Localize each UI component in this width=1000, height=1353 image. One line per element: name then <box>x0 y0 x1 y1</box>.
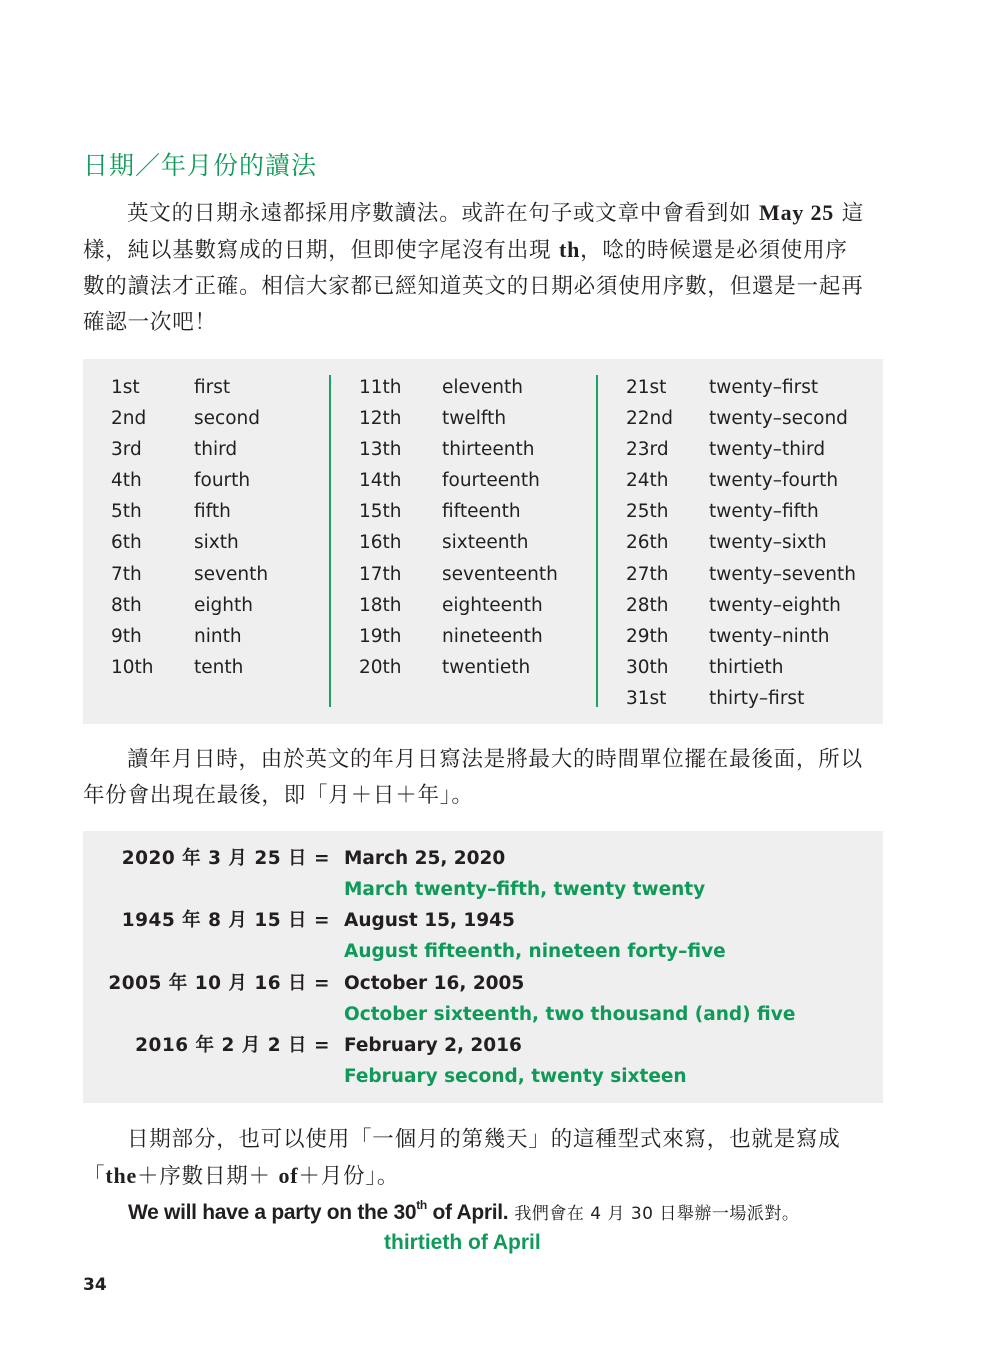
date-example-row <box>83 905 883 936</box>
intro-text: 英文的日期永遠都採用序數讀法。或許在句子或文章中會看到如 <box>127 201 760 226</box>
ordinals-column-1 <box>111 372 269 683</box>
ordinal-word: seventh <box>194 563 269 585</box>
ordinal-word: fifth <box>194 501 231 523</box>
ordinal-number: 26th <box>626 532 669 554</box>
ordinal-word: seventeenth <box>442 563 558 585</box>
chinese-date: 2005 年 10 月 16 日 = <box>108 972 330 994</box>
ordinal-row <box>626 683 805 714</box>
ordinal-row <box>111 527 239 558</box>
ordinal-number: 2nd <box>111 408 147 430</box>
ordinal-row <box>111 496 231 527</box>
ordinal-word: eleventh <box>442 377 523 398</box>
bracket: 「 <box>83 1164 106 1189</box>
ordinal-word: eighth <box>194 594 253 616</box>
intro-line-1 <box>83 195 883 232</box>
date-reading-row <box>83 874 883 905</box>
ordinal-number: 16th <box>359 532 402 554</box>
ordinal-number: 29th <box>626 625 669 647</box>
formula-text: ＋月份」。 <box>298 1164 400 1189</box>
date-reading: March twenty–fifth, twenty twenty <box>344 879 706 900</box>
ordinal-row <box>626 496 819 527</box>
ordinal-number: 25th <box>626 501 669 523</box>
ordinal-row <box>626 527 827 558</box>
ordinal-row <box>111 465 251 496</box>
ordinal-number: 14th <box>359 470 402 492</box>
ordinal-row <box>626 434 826 465</box>
page-number: 34 <box>83 1275 107 1295</box>
ordinal-number: 30th <box>626 656 669 678</box>
ordinal-row <box>359 403 507 434</box>
intro-line-4: 確認一次吧！ <box>83 310 217 335</box>
intro-example-date: May 25 <box>759 200 835 225</box>
formula-text: ＋序數日期＋ <box>137 1164 279 1189</box>
ordinal-number: 11th <box>359 377 402 398</box>
chinese-date: 1945 年 8 月 15 日 = <box>121 910 330 932</box>
keyword-the: the <box>105 1163 138 1188</box>
keyword-of: of <box>278 1163 299 1188</box>
ordinal-superscript: th <box>416 1198 427 1212</box>
ordinal-word: sixteenth <box>442 532 529 554</box>
date-order-line-2: 年份會出現在最後，即「月＋日＋年」。 <box>83 783 474 808</box>
ordinal-row <box>626 621 830 652</box>
ordinal-row <box>359 652 531 683</box>
ordinal-number: 7th <box>111 563 142 585</box>
ordinal-word: first <box>194 377 231 398</box>
ordinal-row <box>626 590 841 621</box>
ordinal-word: sixth <box>194 532 239 554</box>
ordinal-row <box>359 590 543 621</box>
ordinal-number: 31st <box>626 687 667 709</box>
ordinal-number: 6th <box>111 532 142 554</box>
ordinal-row <box>359 559 558 590</box>
ordinal-word: twentieth <box>442 656 531 678</box>
ordinal-word: twenty–seventh <box>709 563 856 585</box>
example-text: of April. <box>426 1201 509 1224</box>
ordinals-column-2 <box>359 372 558 683</box>
ordinal-number: 20th <box>359 656 402 678</box>
ordinal-word: tenth <box>194 656 244 678</box>
ordinal-word: fourteenth <box>442 470 540 492</box>
ordinal-word: twenty–second <box>709 408 848 430</box>
intro-line-2 <box>83 232 883 269</box>
ordinal-row <box>359 496 521 527</box>
ordinal-number: 12th <box>359 408 402 430</box>
ordinal-number: 3rd <box>111 439 142 461</box>
ordinal-word: twelfth <box>442 408 507 430</box>
date-examples-box <box>83 831 883 1103</box>
example-text: We will have a party on the 30 <box>128 1201 417 1224</box>
ordinal-word: twenty–fifth <box>709 501 819 523</box>
ordinal-row <box>626 652 784 683</box>
column-divider <box>329 375 331 707</box>
chinese-date: 2016 年 2 月 2 日 = <box>135 1034 330 1056</box>
ordinal-row <box>626 465 839 496</box>
ordinal-word: eighteenth <box>442 594 543 616</box>
date-reading: August fifteenth, nineteen forty–five <box>344 941 726 963</box>
intro-text: ，唸的時候還是必須使用序 <box>580 238 848 263</box>
date-order-line-1: 讀年月日時，由於英文的年月日寫法是將最大的時間單位擺在最後面，所以 <box>127 747 863 772</box>
ordinal-row <box>626 403 848 434</box>
ordinal-word: nineteenth <box>442 625 543 647</box>
intro-text: 這 <box>834 201 865 226</box>
ordinal-word: second <box>194 408 260 430</box>
date-reading-row <box>83 1061 883 1092</box>
ordinal-number: 13th <box>359 439 402 461</box>
ordinal-word: thirtieth <box>709 656 784 678</box>
ordinal-row <box>626 559 856 590</box>
example-sentence <box>128 1199 799 1225</box>
intro-suffix-th: th <box>558 237 581 262</box>
ordinal-row <box>359 372 523 403</box>
day-of-month-paragraph <box>83 1122 883 1195</box>
example-reading: thirtieth of April <box>384 1231 541 1254</box>
english-date: March 25, 2020 <box>344 848 506 869</box>
ordinal-row <box>111 621 242 652</box>
ordinal-word: twenty–third <box>709 439 826 461</box>
ordinal-number: 1st <box>111 377 140 398</box>
ordinal-row <box>111 372 231 403</box>
ordinal-word: thirty–first <box>709 687 805 709</box>
ordinal-row <box>359 465 540 496</box>
ordinal-word: twenty–ninth <box>709 625 830 647</box>
date-order-paragraph <box>83 742 883 814</box>
ordinal-row <box>111 559 269 590</box>
ordinal-number: 10th <box>111 656 154 678</box>
ordinal-word: thirteenth <box>442 439 535 461</box>
english-date: October 16, 2005 <box>344 972 525 994</box>
ordinal-row <box>626 372 819 403</box>
ordinal-number: 27th <box>626 563 669 585</box>
ordinal-number: 18th <box>359 594 402 616</box>
ordinal-word: ninth <box>194 625 242 647</box>
english-date: February 2, 2016 <box>344 1034 522 1056</box>
example-translation: 我們會在 4 月 30 日舉辦一場派對。 <box>514 1204 800 1224</box>
ordinal-row <box>359 434 535 465</box>
ordinal-number: 5th <box>111 501 142 523</box>
ordinal-row <box>111 403 260 434</box>
ordinal-number: 19th <box>359 625 402 647</box>
intro-text: 樣，純以基數寫成的日期，但即使字尾沒有出現 <box>83 238 559 263</box>
ordinal-row <box>359 527 529 558</box>
day-of-month-line-2 <box>83 1158 883 1195</box>
date-reading-row <box>83 999 883 1030</box>
ordinal-word: fourth <box>194 470 251 492</box>
ordinal-number: 9th <box>111 625 142 647</box>
ordinal-word: third <box>194 439 238 461</box>
section-heading: 日期／年月份的讀法 <box>83 151 318 180</box>
ordinals-table <box>83 359 883 724</box>
ordinal-row <box>111 590 253 621</box>
ordinal-word: twenty–sixth <box>709 532 827 554</box>
ordinal-word: twenty–eighth <box>709 594 841 616</box>
date-example-row <box>83 1030 883 1061</box>
date-reading: October sixteenth, two thousand (and) five <box>344 1003 796 1025</box>
ordinal-number: 4th <box>111 470 142 492</box>
day-of-month-line-1: 日期部分，也可以使用「一個月的第幾天」的這種型式來寫，也就是寫成 <box>127 1127 841 1152</box>
chinese-date: 2020 年 3 月 25 日 = <box>121 848 330 869</box>
ordinal-number: 15th <box>359 501 402 523</box>
ordinal-number: 24th <box>626 470 669 492</box>
intro-line-3: 數的讀法才正確。相信大家都已經知道英文的日期必須使用序數，但還是一起再 <box>83 274 864 299</box>
ordinal-number: 8th <box>111 594 142 616</box>
column-divider <box>596 375 598 707</box>
ordinal-row <box>359 621 543 652</box>
ordinal-number: 22nd <box>626 408 674 430</box>
ordinal-number: 17th <box>359 563 402 585</box>
ordinal-number: 21st <box>626 377 667 398</box>
intro-paragraph <box>83 195 883 341</box>
ordinals-column-3 <box>626 372 856 714</box>
ordinal-word: twenty–fourth <box>709 470 839 492</box>
date-reading: February second, twenty sixteen <box>344 1065 687 1087</box>
ordinal-number: 28th <box>626 594 669 616</box>
date-example-row <box>83 968 883 999</box>
ordinal-row <box>111 652 244 683</box>
ordinal-word: fifteenth <box>442 501 521 523</box>
date-example-row <box>83 843 883 874</box>
ordinal-word: twenty–first <box>709 377 819 398</box>
date-reading-row <box>83 936 883 967</box>
ordinal-row <box>111 434 238 465</box>
english-date: August 15, 1945 <box>344 910 515 932</box>
ordinal-number: 23rd <box>626 439 669 461</box>
